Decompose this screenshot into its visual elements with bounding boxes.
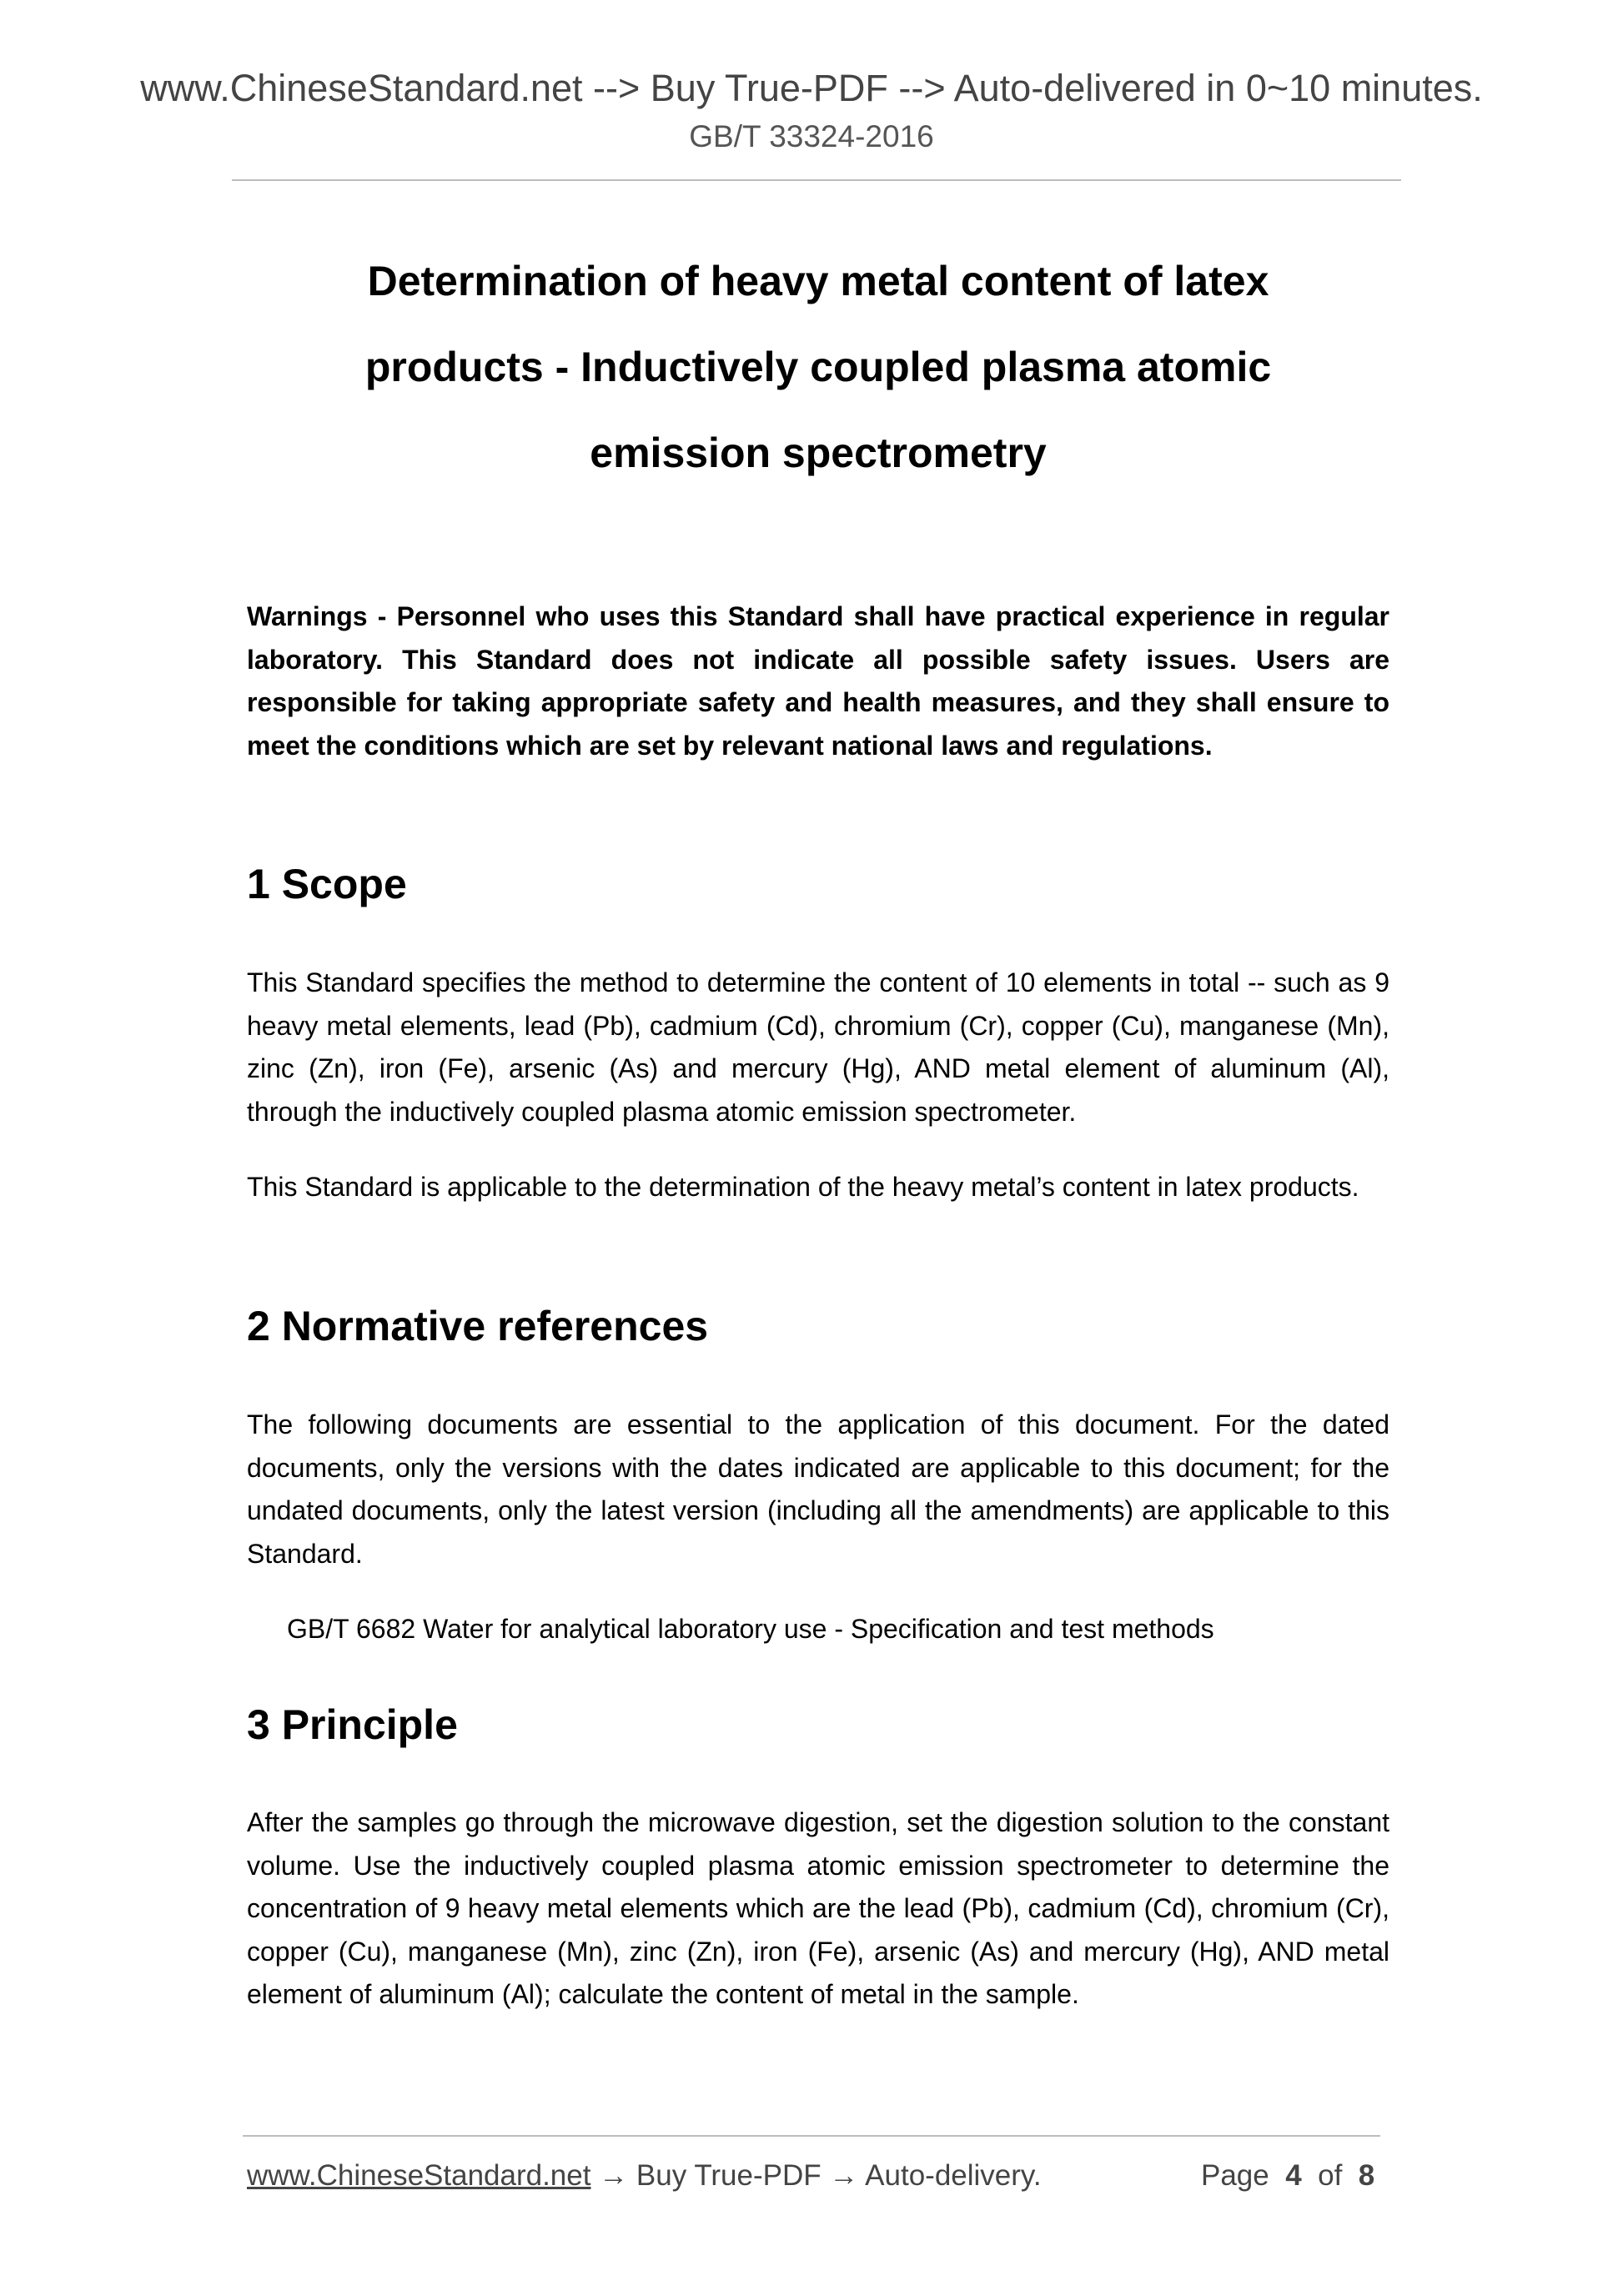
header-divider: [232, 179, 1401, 181]
principle-paragraph: After the samples go through the microwave digestion, set the digestion solution to the constant volume. Use the inductively coupled plasma atomic emission spectrometer to determine the concentration of 9 heavy metal elements which are the lead (Pb), cadmium (Cd), chromium (Cr), copper (Cu), manganese (Mn), zinc (Zn), iron (Fe), arsenic (As) and mercury (Hg), AND metal element of aluminum (Al); calculate the content of metal in the sample.: [247, 1807, 1389, 2009]
section-heading-scope: 1 Scope: [247, 861, 407, 907]
footer-tail: → Buy True-PDF → Auto-delivery.: [590, 2159, 1042, 2192]
of-label: of: [1318, 2159, 1343, 2192]
footer-link[interactable]: www.ChineseStandard.net: [247, 2159, 591, 2192]
page-total: 8: [1358, 2159, 1375, 2192]
footer-promo: [247, 2157, 1042, 2195]
document-code: GB/T 33324-2016: [689, 119, 934, 153]
header-banner: www.ChineseStandard.net --> Buy True-PDF --> Auto-delivered in 0~10 minutes.: [140, 67, 1483, 109]
title-line: Determination of heavy metal content of latex: [367, 258, 1269, 304]
section-heading-principle: 3 Principle: [247, 1701, 458, 1748]
references-paragraph: The following documents are essential to the application of this document. For the dated documents, only the versions with the dates indicated are applicable to this document; for the undated documents, only the latest version (including all the amendments) are applicable to this Standard.: [247, 1409, 1389, 1569]
scope-paragraph-1: This Standard specifies the method to determine the content of 10 elements in total -- such as 9 heavy metal elements, lead (Pb), cadmium (Cd), chromium (Cr), copper (Cu), manganese (Mn), zinc (Zn), iron (Fe), arsenic (As) and mercury (Hg), AND metal element of aluminum (Al), through the inductively coupled plasma atomic emission spectrometer.: [247, 967, 1389, 1127]
reference-item: GB/T 6682 Water for analytical laboratory use - Specification and test methods: [287, 1614, 1214, 1644]
title-line: emission spectrometry: [590, 430, 1047, 476]
warning-paragraph: Warnings - Personnel who uses this Standard shall have practical experience in regular laboratory. This Standard does not indicate all possible safety issues. Users are responsible for taking appropriate safety and health measures, and they shall ensure to meet the conditions which are set by relevant national laws and regulations.: [247, 601, 1389, 761]
page-number: 4: [1285, 2159, 1302, 2192]
scope-paragraph-2: This Standard is applicable to the determination of the heavy metal’s content in latex products.: [247, 1172, 1359, 1202]
section-heading-references: 2 Normative references: [247, 1303, 709, 1349]
title-line: products - Inductively coupled plasma atomic: [364, 344, 1272, 390]
page-label: Page: [1201, 2159, 1269, 2192]
page-indicator: [1201, 2157, 1374, 2195]
document-title: [247, 239, 1389, 496]
footer-divider: [243, 2135, 1380, 2137]
